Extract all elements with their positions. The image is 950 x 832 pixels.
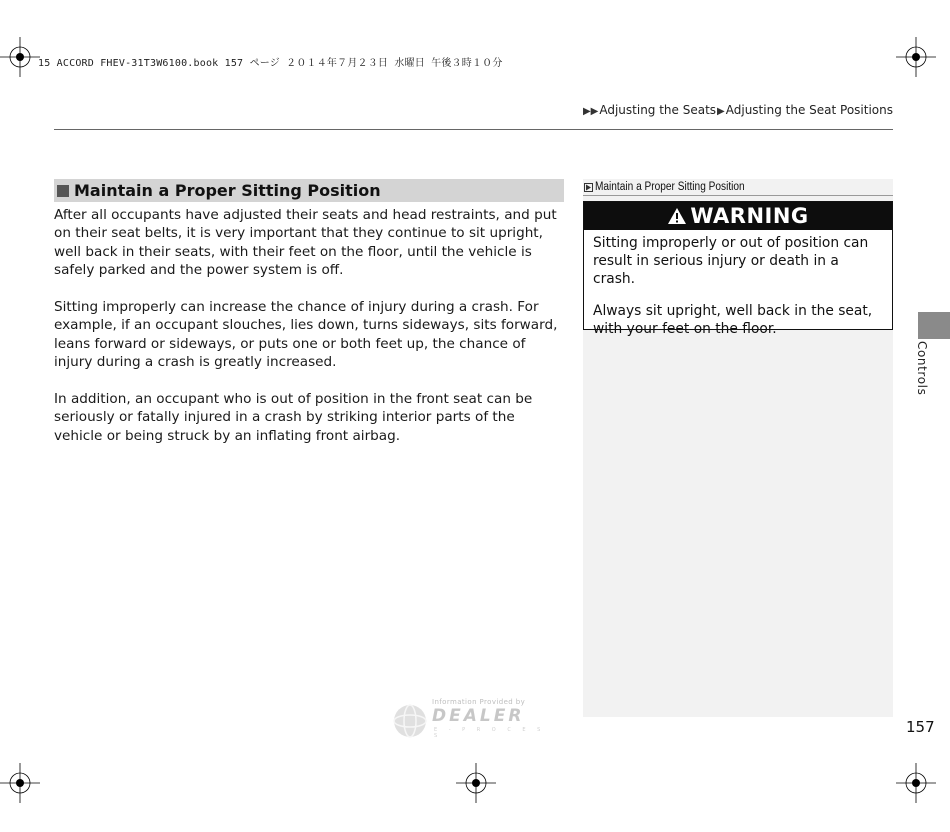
breadcrumb-arrow-icon: ▶	[717, 106, 725, 117]
warning-box	[583, 201, 893, 337]
registration-mark-bottom-right	[896, 763, 936, 803]
breadcrumb-item[interactable]: Adjusting the Seats	[599, 103, 717, 117]
breadcrumb-item[interactable]: Adjusting the Seat Positions	[725, 103, 893, 117]
breadcrumb-arrow-icon: ▶▶	[582, 106, 599, 117]
watermark-brand: DEALER	[432, 706, 525, 726]
reference-icon	[584, 183, 593, 192]
section-heading-bar	[54, 179, 564, 202]
registration-mark-top-right	[896, 37, 936, 77]
watermark-subtext: E - P R O C E S S	[434, 727, 546, 739]
body-paragraph: After all occupants have adjusted their seats and head restraints, and put on their seat belts, it is very important that they continue to sit upright, well back in their seats, with their feet on the floor, until the vehicle is safely parked and the power system is off.	[54, 207, 557, 279]
print-header: 15 ACCORD FHEV-31T3W6100.book 157 ページ ２０１４年７月２３日 水曜日 午後３時１０分	[38, 58, 503, 69]
section-body	[54, 206, 566, 464]
warning-header	[584, 202, 892, 230]
registration-mark-bottom-left	[0, 763, 40, 803]
chapter-thumb-tab[interactable]	[918, 312, 950, 339]
breadcrumb	[582, 103, 893, 117]
body-paragraph: Sitting improperly can increase the chance of injury during a crash. For example, if an occupant slouches, lies down, turns sideways, sits forward, leans forward or sideways, or puts one or both feet up, the chance of injury during a crash is greatly increased.	[54, 299, 558, 371]
registration-mark-bottom-center	[456, 763, 496, 803]
registration-mark-top-left	[0, 37, 40, 77]
body-paragraph: In addition, an occupant who is out of position in the front seat can be seriously or fatally injured in a crash by striking interior parts of the vehicle or being struck by an inflating front airbag.	[54, 391, 533, 444]
chapter-thumb-label	[911, 341, 941, 401]
section-square-icon	[57, 185, 69, 197]
side-note-title: Maintain a Proper Sitting Position	[595, 181, 745, 193]
header-rule	[54, 129, 893, 130]
watermark-logo	[390, 697, 555, 741]
warning-paragraph: Sitting improperly or out of position can result in serious injury or death in a crash.	[593, 235, 869, 288]
page-number: 157	[906, 718, 935, 736]
watermark-caption: Information Provided by	[432, 698, 526, 706]
side-note-header	[583, 179, 893, 196]
warning-paragraph: Always sit upright, well back in the seat, with your feet on the floor.	[593, 302, 873, 337]
chapter-label: Controls	[915, 341, 929, 396]
warning-triangle-icon	[667, 207, 687, 225]
globe-icon	[392, 703, 428, 739]
warning-label: WARNING	[690, 204, 809, 228]
warning-body	[584, 230, 892, 338]
section-title: Maintain a Proper Sitting Position	[74, 181, 381, 200]
